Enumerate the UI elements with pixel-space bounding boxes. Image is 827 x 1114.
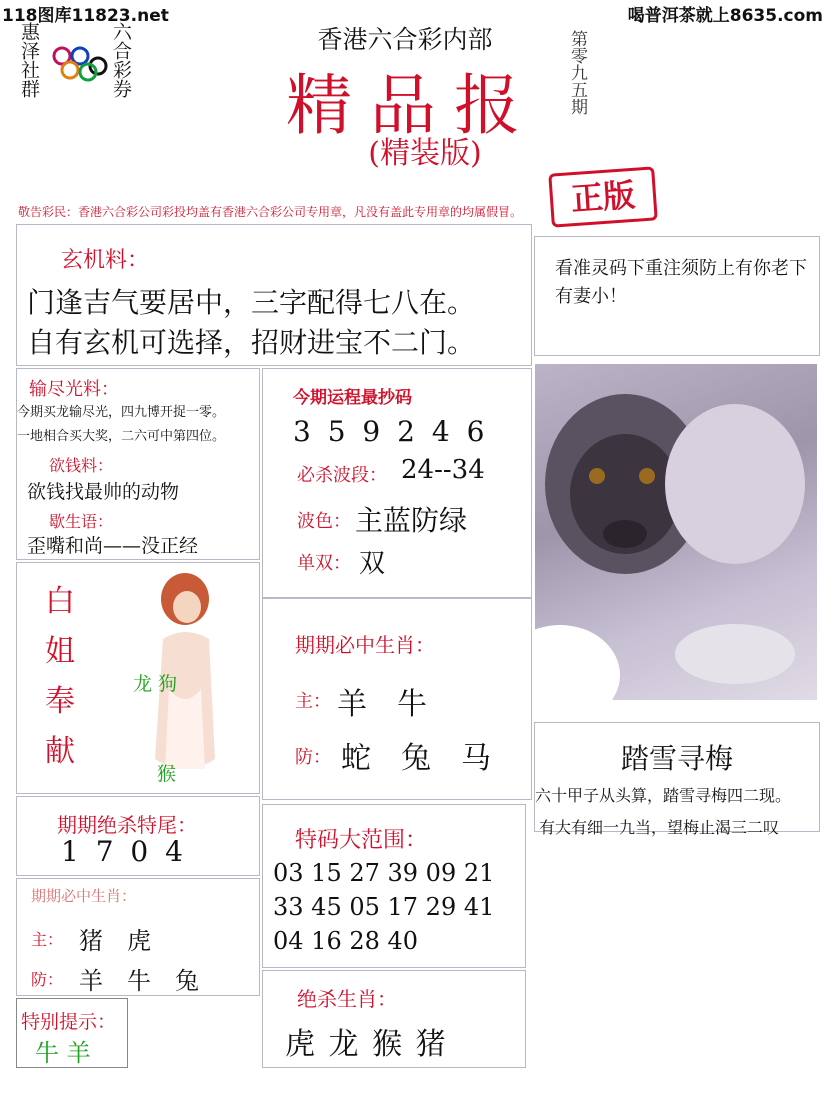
- warning-box: [534, 236, 820, 356]
- notice: 敬告彩民：香港六合彩公司彩投均盖有香港六合彩公司专用章，凡没有盖此专用章的均属假冒。: [18, 205, 523, 219]
- site-left: 118图库11823.net: [2, 6, 169, 26]
- tasnow-box: [534, 722, 820, 837]
- danshuang-value: 双: [359, 549, 386, 579]
- subtitle: 香港六合彩内部: [317, 25, 493, 54]
- shuqiang-line1: 今期买龙输尽光，四九博开捉一零。: [17, 405, 226, 420]
- warning-text: 看准灵码下重注须防上有你老下有妻小！: [555, 258, 807, 307]
- authentic-stamp: 正版: [548, 166, 658, 227]
- juesha-tail-box: [16, 796, 260, 876]
- rings-icon: [48, 44, 110, 84]
- range-label: 特码大范围：: [295, 828, 428, 853]
- shengxiao-box: [262, 598, 532, 800]
- xiehou-text: 歪嘴和尚——没正经: [27, 535, 199, 557]
- yuqian-label: 欲钱料：: [49, 456, 114, 475]
- yuqian-text: 欲钱找最帅的动物: [27, 481, 180, 503]
- tasnow-line1: 六十甲子从头算，踏雪寻梅四二现。: [535, 786, 792, 805]
- shuqiang-line2: 一地相合买大奖，二六可中第四位。: [17, 429, 226, 444]
- juesha-sx-label: 绝杀生肖：: [297, 987, 397, 1011]
- left-bottom-box: [16, 878, 260, 996]
- juesha-tail-value: 1 7 0 4: [61, 835, 187, 868]
- page-title: 精品报: [286, 67, 538, 144]
- special-tip-box: [16, 998, 128, 1068]
- left-bottom-heading: 期期必中生肖：: [31, 887, 137, 905]
- special-tip-value: 牛 羊: [35, 1039, 91, 1067]
- juesha-sx-box: [262, 970, 526, 1068]
- juesha-tail-label: 期期绝杀特尾：: [57, 813, 197, 837]
- baijie-char: 献: [45, 734, 75, 769]
- tasnow-line2: 有大有细一九当，望梅止渴三二叹: [539, 818, 780, 837]
- shuqiang-box: [16, 368, 260, 560]
- zhu-label: 主：: [295, 691, 331, 712]
- baijie-char: 奉: [45, 684, 75, 719]
- xiehou-label: 歇生语：: [49, 512, 114, 531]
- left-zhu-label: 主：: [31, 930, 64, 949]
- prediction-heading: 今期运程最抄码: [293, 388, 412, 408]
- xuanji-line1: 门逢吉气要居中，三字配得七八在。: [27, 286, 476, 319]
- hot-numbers: 3 5 9 2 4 6: [293, 415, 489, 448]
- issue-number: 第零九五期: [567, 30, 587, 115]
- baijie-tag2: 猴: [157, 763, 177, 785]
- range-row1: 03 15 27 39 09 21: [273, 859, 495, 887]
- bisha-label: 必杀波段：: [297, 465, 387, 486]
- xuanji-label: 玄机料：: [61, 248, 150, 273]
- fang-value: 蛇 兔 马: [341, 741, 491, 776]
- range-row3: 04 16 28 40: [273, 927, 419, 955]
- baijie-char: 白: [45, 584, 75, 619]
- edition: (精装版): [368, 136, 482, 171]
- baijie-tag1: 龙 狗: [133, 673, 178, 695]
- left-fang-value: 羊 牛 兔: [79, 967, 199, 995]
- left-zhu-value: 猪 虎: [79, 927, 151, 955]
- bose-label: 波色：: [297, 511, 351, 532]
- shengxiao-heading: 期期必中生肖：: [295, 633, 435, 657]
- baijie-char: 姐: [45, 634, 75, 669]
- xuanji-line2: 自有玄机可选择，招财进宝不二门。: [27, 326, 476, 359]
- fang-label: 防：: [295, 747, 331, 768]
- range-box: [262, 804, 526, 968]
- left-fang-label: 防：: [31, 970, 64, 989]
- zhu-value: 羊 牛: [337, 687, 427, 722]
- logo: [20, 22, 140, 117]
- site-right: 喝普洱茶就上8635.com: [627, 6, 823, 26]
- tasnow-title: 踏雪寻梅: [620, 742, 733, 775]
- bose-value: 主蓝防绿: [355, 504, 468, 537]
- shuqiang-label: 输尽光料：: [29, 379, 119, 400]
- baijie-vertical: [45, 577, 85, 777]
- juesha-sx-value: 虎 龙 猴 猪: [285, 1027, 448, 1062]
- prediction-box: [262, 368, 532, 598]
- logo-right-text: 六合彩券: [110, 22, 132, 98]
- baijie-box: [16, 562, 260, 794]
- range-row2: 33 45 05 17 29 41: [273, 893, 495, 921]
- logo-left-text: 惠泽社群: [18, 22, 40, 98]
- danshuang-label: 单双：: [297, 553, 351, 574]
- special-tip-label: 特别提示：: [21, 1011, 117, 1033]
- bisha-value: 24--34: [401, 455, 485, 485]
- xuanji-box: [16, 224, 532, 366]
